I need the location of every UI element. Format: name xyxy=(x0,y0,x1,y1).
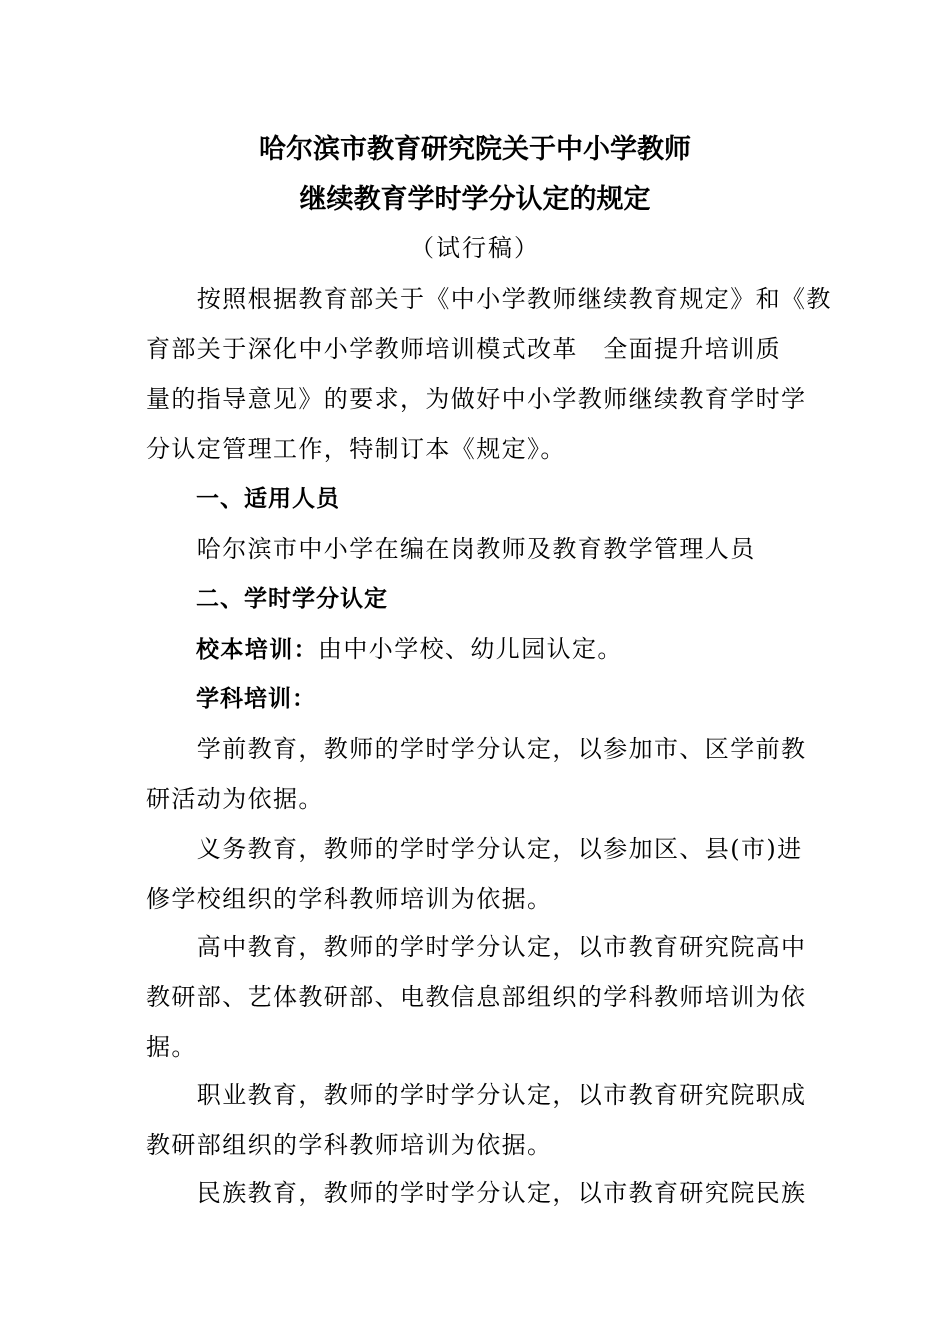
school-training-paragraph xyxy=(196,624,808,675)
section-1-text xyxy=(146,524,808,574)
vocational-line: 教研部组织的学科教师培训为依据。 xyxy=(146,1131,553,1159)
section-2-heading: 二、学时学分认定 xyxy=(196,586,388,612)
vocational-paragraph xyxy=(146,1070,808,1170)
intro-line: 量的指导意见》的要求，为做好中小学教师继续教育学时学 xyxy=(146,385,807,413)
intro-line: 分认定管理工作，特制订本《规定》。 xyxy=(146,435,566,463)
compulsory-line: 义务教育，教师的学时学分认定，以参加区、县(市)进 xyxy=(146,835,803,863)
ethnic-paragraph xyxy=(146,1168,808,1218)
vocational-line: 职业教育，教师的学时学分认定，以市教育研究院职成 xyxy=(146,1081,807,1109)
intro-line: 育部关于深化中小学教师培训模式改革 全面提升培训质 xyxy=(146,335,781,363)
school-training-label: 校本培训： xyxy=(196,637,318,663)
document-subtitle: （试行稿） xyxy=(410,234,540,262)
school-training-line xyxy=(196,624,808,675)
compulsory-paragraph xyxy=(146,824,808,924)
preschool-line: 学前教育，教师的学时学分认定，以参加市、区学前教 xyxy=(146,735,807,763)
highschool-line: 据。 xyxy=(146,1033,197,1061)
section-1-line: 哈尔滨市中小学在编在岗教师及教育教学管理人员 xyxy=(146,535,756,563)
subject-training-label: 学科培训： xyxy=(196,686,316,712)
document-title-line-2: 继续教育学时学分认定的规定 xyxy=(299,184,651,215)
ethnic-line: 民族教育，教师的学时学分认定，以市教育研究院民族 xyxy=(146,1179,807,1207)
highschool-paragraph xyxy=(146,922,808,1072)
document-title-line-1: 哈尔滨市教育研究院关于中小学教师 xyxy=(259,134,691,165)
section-1-heading: 一、适用人员 xyxy=(196,486,340,512)
intro-line: 按照根据教育部关于《中小学教师继续教育规定》和《教 xyxy=(146,285,832,313)
highschool-line: 教研部、艺体教研部、电教信息部组织的学科教师培训为依 xyxy=(146,983,807,1011)
preschool-paragraph xyxy=(146,724,808,824)
school-training-text: 由中小学校、幼儿园认定。 xyxy=(318,635,623,663)
compulsory-line: 修学校组织的学科教师培训为依据。 xyxy=(146,885,553,913)
preschool-line: 研活动为依据。 xyxy=(146,785,324,813)
highschool-line: 高中教育，教师的学时学分认定，以市教育研究院高中 xyxy=(146,933,807,961)
intro-paragraph xyxy=(146,274,832,474)
